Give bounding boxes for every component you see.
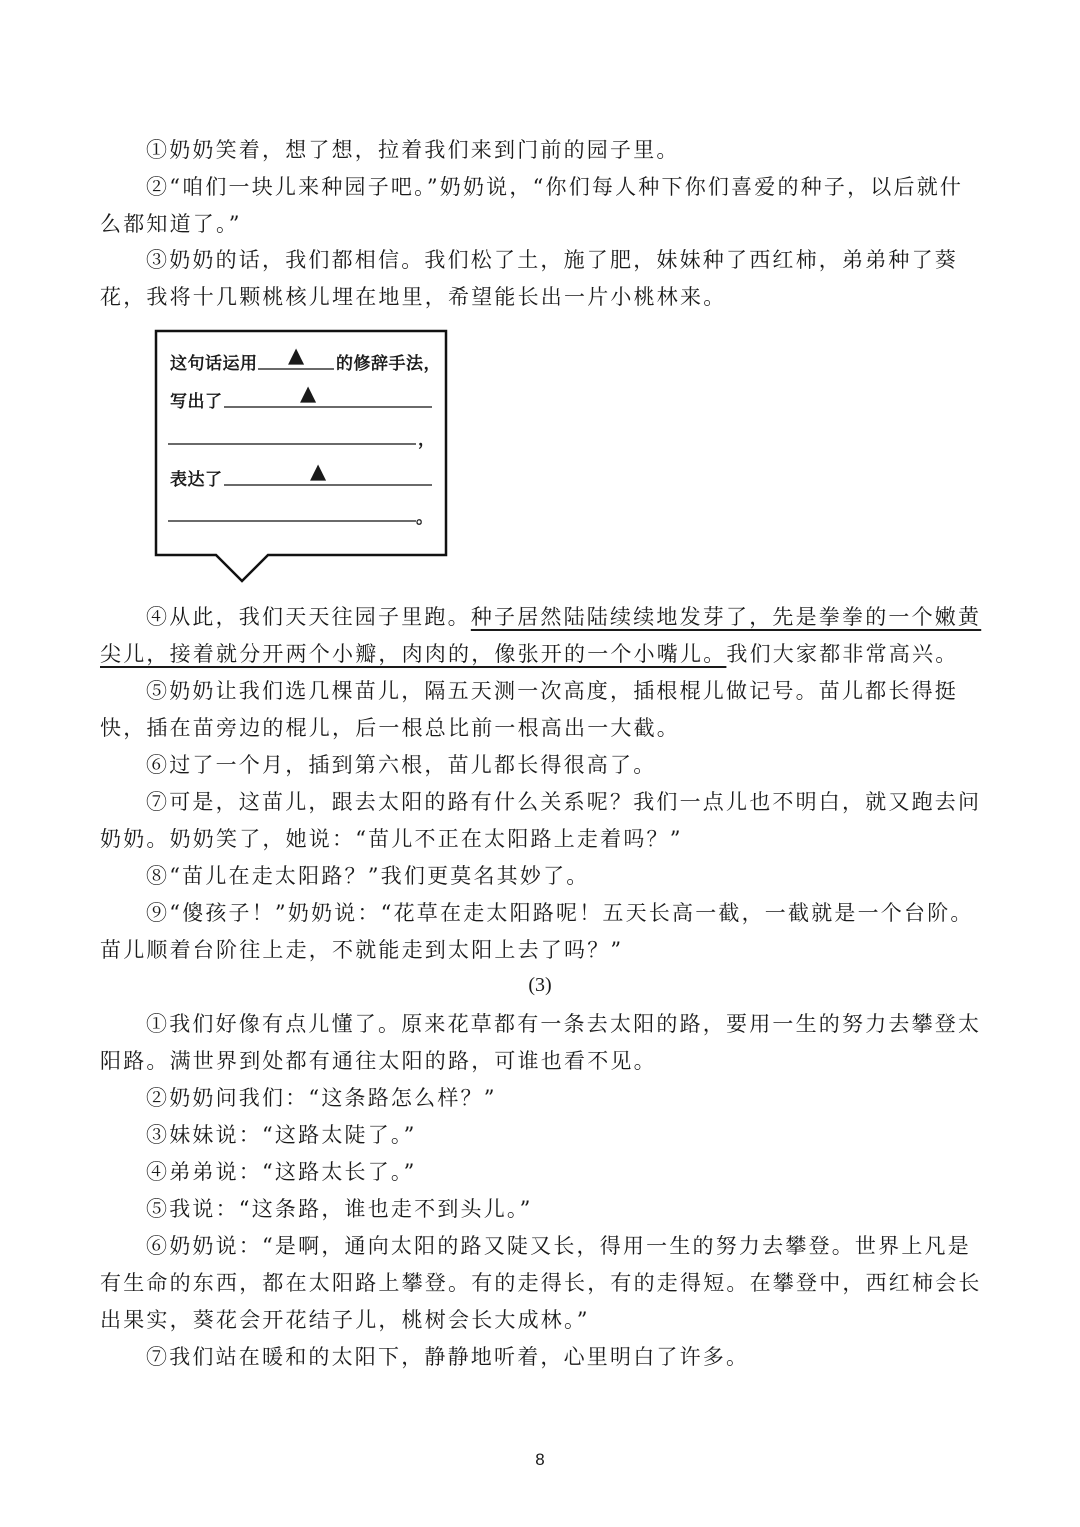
section3-paragraph-1: ①我们好像有点儿懂了。原来花草都有一条去太阳的路，要用一生的努力去攀登太阳路。满世界到处都有通往太阳的路，可谁也看不见。 [100,1012,982,1073]
box-line1-prefix: 这句话运用 [170,354,258,374]
paragraph-7: ⑦可是，这苗儿，跟去太阳的路有什么关系呢？我们一点儿也不明白，就又跑去问奶奶。奶奶笑了，她说：“苗儿不正在太阳路上走着吗？” [100,790,982,851]
box-line2-prefix: 写出了 [170,392,223,412]
blank-marker-3: ▲ [310,459,327,483]
section3-paragraph-7: ⑦我们站在暖和的太阳下，静静地听着，心里明白了许多。 [146,1345,750,1369]
box-line3-suffix: ， [418,430,436,450]
paragraph-9: ⑨“傻孩子！”奶奶说：“花草在走太阳路呢！五天长高一截，一截就是一个台阶。苗儿顺着台阶往上走，不就能走到太阳上去了吗？” [100,901,974,962]
paragraph-4-start: ④从此，我们天天往园子里跑。 [146,605,471,629]
section3-paragraph-6: ⑥奶奶说：“是啊，通向太阳的路又陡又长，得用一生的努力去攀登。世界上凡是有生命的东西，都在太阳路上攀登。有的走得长，有的走得短。在攀登中，西红柿会长出果实，葵花会开花结子儿，桃树会长大成林。” [100,1234,982,1332]
section3-paragraph-5: ⑤我说：“这条路，谁也走不到头儿。” [146,1197,533,1221]
answer-speech-box [150,325,450,587]
paragraph-4-end: 我们大家都非常高兴。 [726,642,959,666]
paragraph-4 [100,599,984,673]
paragraph-8: ⑧“苗儿在走太阳路？”我们更莫名其妙了。 [146,864,590,888]
blank-marker-2: ▲ [300,381,317,405]
paragraph-4-underlined: 种子居然陆陆续续地发芽了，先是拳拳的一个嫩黄尖儿，接着就分开两个小瓣，肉肉的，像张开的一个小嘴儿。 [100,605,982,666]
paragraph-2: ②“咱们一块儿来种园子吧。”奶奶说，“你们每人种下你们喜爱的种子，以后就什么都知道了。” [100,175,964,236]
paragraph-5: ⑤奶奶让我们选几棵苗儿，隔五天测一次高度，插根棍儿做记号。苗儿都长得挺快，插在苗旁边的棍儿，后一根总比前一根高出一大截。 [100,679,958,740]
section-number: (3) [528,974,552,996]
blank-marker-1: ▲ [288,343,305,367]
box-line1-suffix: 的修辞手法， [336,354,441,374]
section3-paragraph-3: ③妹妹说：“这路太陡了。” [146,1123,417,1147]
section3-paragraph-2: ②奶奶问我们：“这条路怎么样？” [146,1086,497,1110]
box-line4-prefix: 表达了 [170,470,223,490]
paragraph-1: ①奶奶笑着，想了想，拉着我们来到门前的园子里。 [146,138,680,162]
paragraph-6: ⑥过了一个月，插到第六根，苗儿都长得很高了。 [146,753,657,777]
page-number: 8 [535,1450,545,1469]
section3-paragraph-4: ④弟弟说：“这路太长了。” [146,1160,417,1184]
box-line5-suffix: 。 [416,508,434,528]
paragraph-3: ③奶奶的话，我们都相信。我们松了土，施了肥，妹妹种了西红柿，弟弟种了葵花，我将十几颗桃核儿埋在地里，希望能长出一片小桃林来。 [100,248,958,309]
